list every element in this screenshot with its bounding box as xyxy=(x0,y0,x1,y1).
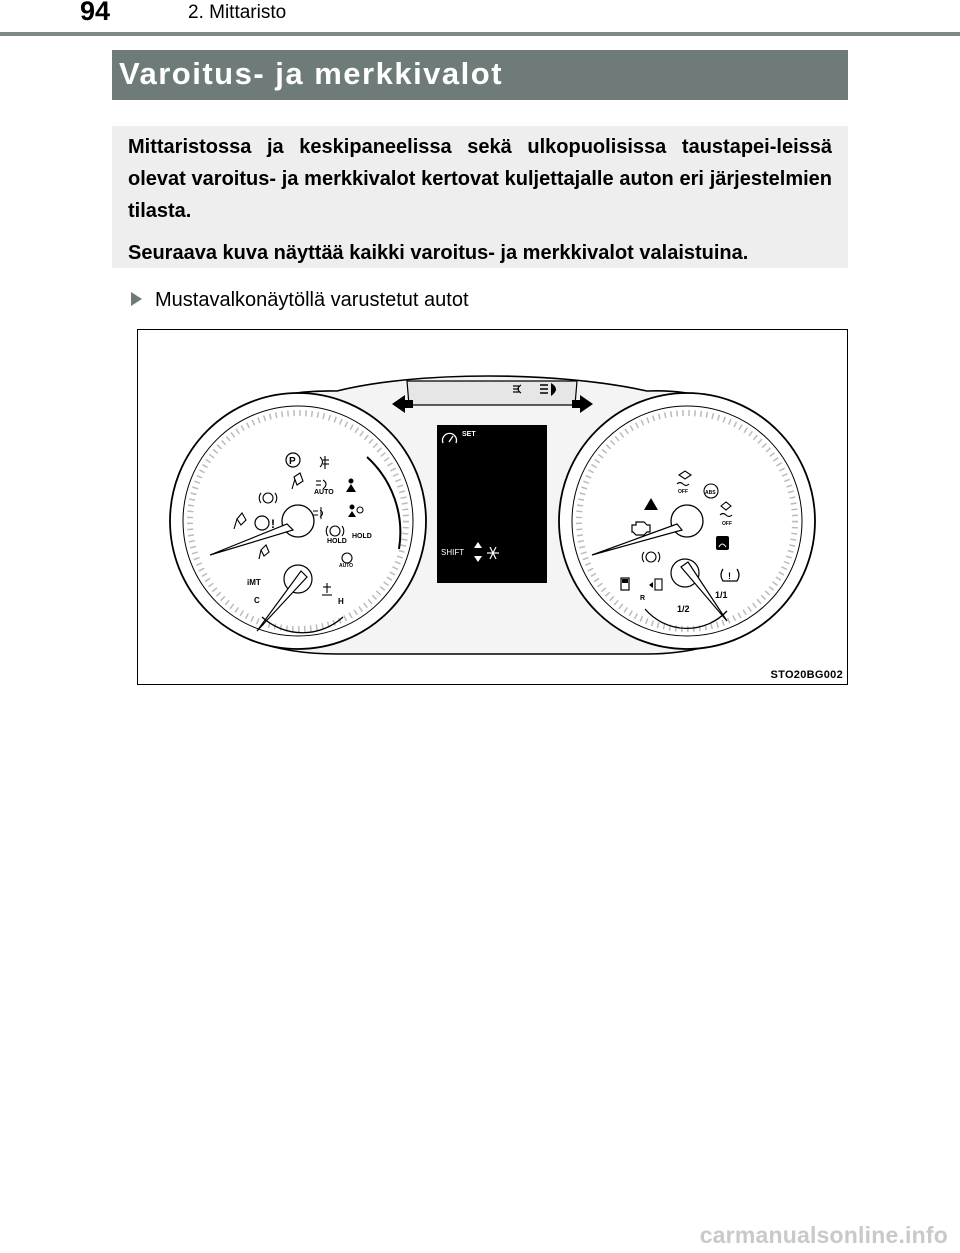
half-label: 1/2 xyxy=(677,604,690,614)
shift-label: SHIFT xyxy=(441,548,465,557)
triangle-bullet-icon xyxy=(131,292,142,306)
bullet-text: Mustavalkonäytöllä varustetut autot xyxy=(155,289,469,311)
imt-label: iMT xyxy=(247,578,261,587)
svg-text:!: ! xyxy=(271,517,275,531)
figure-code: STO20BG002 xyxy=(770,669,843,681)
off-label-1: OFF xyxy=(678,489,688,495)
tire-slip-icon xyxy=(716,536,729,550)
off-label-2: OFF xyxy=(722,521,732,527)
hold-label-2: HOLD xyxy=(352,533,372,540)
page-number: 94 xyxy=(80,0,111,26)
full-label: 1/1 xyxy=(715,590,728,600)
cluster-illustration xyxy=(137,329,848,685)
section-title-bar xyxy=(112,50,848,100)
intro-paragraph-1: Mittaristossa ja keskipaneelissa sekä ulkopuolisissa taustapei-leissä olevat varoitus- ja merkkivalot kertovat kuljettajalle auton eri järjestelmien tilasta. xyxy=(128,136,832,222)
section-title: Varoitus- ja merkkivalot xyxy=(119,56,504,91)
tachometer-gauge xyxy=(170,393,426,649)
bullet-item xyxy=(131,289,469,312)
watermark: carmanualsonline.info xyxy=(699,1222,948,1248)
auto-label-2: AUTO xyxy=(339,563,354,569)
set-label: SET xyxy=(462,431,476,438)
svg-text:!: ! xyxy=(728,571,731,581)
page-header xyxy=(0,0,960,40)
abs-label: ABS xyxy=(705,490,716,496)
cold-label: C xyxy=(254,596,260,605)
header-rule xyxy=(0,32,960,36)
intro-paragraph-2: Seuraava kuva näyttää kaikki varoitus- ja merkkivalot valaistuina. xyxy=(128,242,749,264)
chapter-title: 2. Mittaristo xyxy=(188,2,287,23)
center-display xyxy=(437,425,547,583)
auto-label-1: AUTO xyxy=(314,489,334,496)
reserve-label: R xyxy=(640,595,646,602)
hold-label-1: HOLD xyxy=(327,538,347,545)
svg-text:P: P xyxy=(289,456,296,467)
instrument-cluster-figure xyxy=(137,329,848,685)
intro-box xyxy=(112,126,848,268)
hot-label: H xyxy=(338,597,344,606)
